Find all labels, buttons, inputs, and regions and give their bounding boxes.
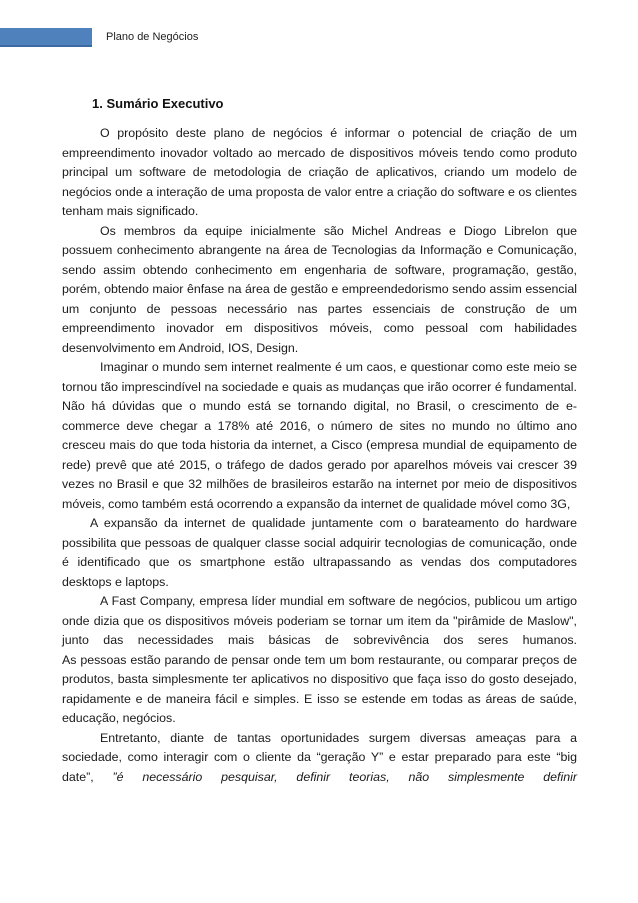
paragraph-threats-quote: ”é necessário pesquisar, definir teorias, não simplesmente definir (112, 769, 577, 784)
paragraph-purpose: O propósito deste plano de negócios é informar o potencial de criação de um empreendimento inovador voltado ao mercado de dispositivos móveis tendo como produto principal um software de metodologia de criação de aplicativos, criando um modelo de negócios onde a interação de uma proposta de valor entre a criação do software e os clientes tenham mais significado. (62, 126, 577, 218)
body-text (62, 124, 577, 787)
paragraph-expansion: A expansão da internet de qualidade juntamente com o barateamento do hardware possibilita que pessoas de qualquer classe social adquirir tecnologias de comunicação, onde é identificado que os smartphone estão ultrapassando as vendas dos computadores desktops e laptops. (62, 516, 577, 589)
paragraph-threats-text: Entretanto, diante de tantas oportunidades surgem diversas ameaças para a sociedade, como interagir com o cliente da “geração Y” e estar preparado para este “big date”, (62, 730, 577, 784)
section-heading: 1. Sumário Executivo (92, 96, 224, 111)
paragraph-threats (62, 729, 577, 788)
paragraph-internet: Imaginar o mundo sem internet realmente é um caos, e questionar como este meio se tornou tão imprescindível na sociedade e quais as mudanças que irão ocorrer é fundamental. (62, 360, 577, 394)
paragraph-team: Os membros da equipe inicialmente são Michel Andreas e Diogo Librelon que possuem conhecimento abrangente na área de Tecnologias da Informação e Comunicação, sendo assim obtendo conhecimento em engenharia de software, programação, gestão, porém, obtendo maior ênfase na área de gestão e empreendedorismo sendo assim essencial um conjunto de pessoas necessário nas partes essenciais de construção de um empreendimento inovador em dispositivos móveis, como pessoal com habilidades desenvolvimento em Android, IOS, Design. (62, 223, 577, 355)
header-accent-bar (0, 28, 92, 45)
running-header-title: Plano de Negócios (106, 31, 199, 43)
paragraph-fast-company: A Fast Company, empresa líder mundial em software de negócios, publicou um artigo onde dizia que os dispositivos móveis poderiam se tornar um item da "pirâmide de Maslow", junto das necessidades mais básicas de sobrevivência dos seres humanos. (62, 594, 577, 647)
header-rule (0, 45, 92, 47)
paragraph-digital-world: Não há dúvidas que o mundo está se tornando digital, no Brasil, o crescimento de e-commerce deve chegar a 178% até 2016, o número de sites no mundo no último ano cresceu mais do que toda historia da internet, a Cisco (empresa mundial de equipamento de rede) prevê que até 2015, o tráfego de dados gerado por aparelhos móveis vai crescer 39 vezes no Brasil e que 32 milhões de brasileiros estarão na internet por meio de dispositivos móveis, como também está ocorrendo a expansão da internet de qualidade móvel como 3G, (62, 399, 577, 511)
paragraph-people: As pessoas estão parando de pensar onde tem um bom restaurante, ou comparar preços de produtos, basta simplesmente ter aplicativos no dispositivo que faça isso do gosto desejado, rapidamente e de maneira fácil e simples. E isso se estende em todas as áreas de saúde, educação, negócios. (62, 652, 577, 725)
